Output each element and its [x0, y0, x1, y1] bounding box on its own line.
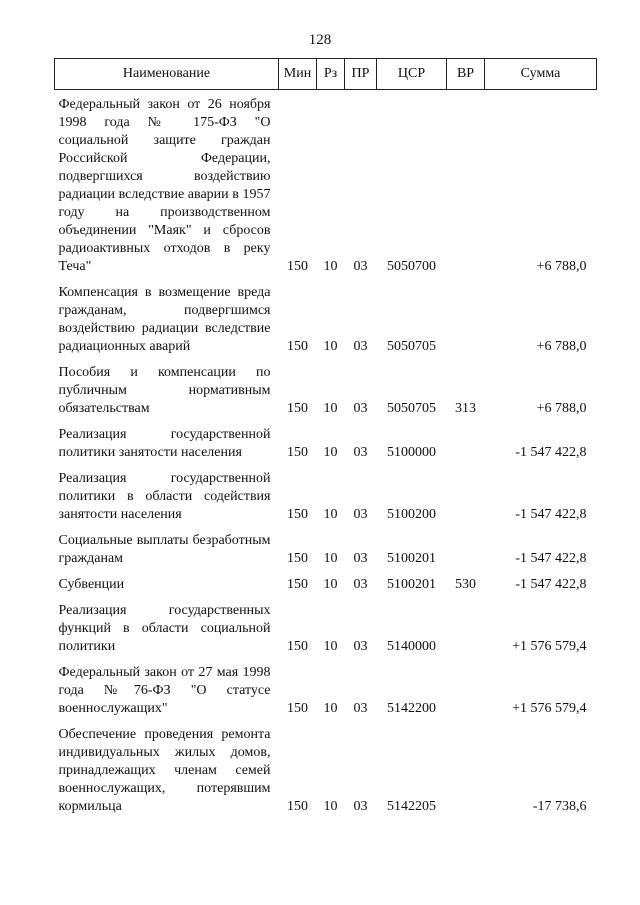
row-min: 150 — [287, 799, 308, 814]
row-vr: 530 — [455, 577, 476, 592]
table-row — [55, 568, 597, 594]
row-sum: +1 576 579,4 — [512, 701, 587, 716]
row-pr: 03 — [353, 639, 368, 654]
budget-table — [54, 58, 597, 816]
row-sum: +1 576 579,4 — [512, 639, 587, 654]
row-rz: 10 — [323, 799, 338, 814]
row-sum: -1 547 422,8 — [515, 507, 587, 522]
row-pr: 03 — [353, 401, 368, 416]
row-min: 150 — [287, 507, 308, 522]
row-csr: 5100000 — [387, 445, 436, 460]
row-rz: 10 — [323, 701, 338, 716]
row-rz: 10 — [323, 551, 338, 566]
row-csr: 5100200 — [387, 507, 436, 522]
row-min: 150 — [287, 339, 308, 354]
header-rz: Рз — [317, 59, 345, 90]
row-csr: 5142205 — [387, 799, 436, 814]
row-pr: 03 — [353, 799, 368, 814]
table-row — [55, 356, 597, 418]
table-row — [55, 594, 597, 656]
header-pr: ПР — [345, 59, 377, 90]
row-min: 150 — [287, 259, 308, 274]
row-pr: 03 — [353, 507, 368, 522]
row-csr: 5050700 — [387, 259, 436, 274]
row-pr: 03 — [353, 339, 368, 354]
row-name: Пособия и компенсации по публичным нормативным обязательствам — [58, 365, 271, 416]
table-row — [55, 462, 597, 524]
row-rz: 10 — [323, 639, 338, 654]
row-vr — [447, 656, 485, 718]
table-row — [55, 418, 597, 462]
row-name: Реализация государственной политики занятости населения — [58, 427, 271, 460]
row-csr: 5100201 — [387, 551, 436, 566]
row-pr: 03 — [353, 701, 368, 716]
row-csr: 5142200 — [387, 701, 436, 716]
header-sum: Сумма — [485, 59, 597, 90]
row-rz: 10 — [323, 401, 338, 416]
table-row — [55, 90, 597, 277]
row-rz: 10 — [323, 259, 338, 274]
row-sum: +6 788,0 — [536, 339, 587, 354]
table-row — [55, 656, 597, 718]
row-name: Социальные выплаты безработным гражданам — [58, 533, 271, 566]
row-min: 150 — [287, 577, 308, 592]
row-sum: -1 547 422,8 — [515, 577, 587, 592]
header-row — [55, 59, 597, 90]
row-csr: 5050705 — [387, 401, 436, 416]
row-vr: 313 — [455, 401, 476, 416]
row-pr: 03 — [353, 259, 368, 274]
row-min: 150 — [287, 639, 308, 654]
row-sum: -1 547 422,8 — [515, 445, 587, 460]
row-name: Компенсация в возмещение вреда гражданам, подвергшимся воздействию радиации вследствие радиационных аварий — [58, 285, 271, 354]
row-pr: 03 — [353, 577, 368, 592]
header-min: Мин — [279, 59, 317, 90]
row-name: Реализация государственных функций в области социальной политики — [58, 603, 271, 654]
row-name: Федеральный закон от 27 мая 1998 года №76-ФЗ "О статусе военнослужащих" — [58, 665, 271, 716]
row-min: 150 — [287, 445, 308, 460]
row-sum: -17 738,6 — [532, 799, 587, 814]
row-rz: 10 — [323, 445, 338, 460]
row-pr: 03 — [353, 445, 368, 460]
table-row — [55, 276, 597, 356]
row-rz: 10 — [323, 507, 338, 522]
table-header — [55, 59, 597, 90]
row-csr: 5100201 — [387, 577, 436, 592]
row-name: Обеспечение проведения ремонта индивидуальных жилых домов, принадлежащих членам семей военнослужащих, потерявшим кормильца — [58, 727, 271, 814]
row-name: Федеральный закон от 26 ноября 1998 года № 175-ФЗ "О социальной защите граждан Российской Федерации, подвергшихся воздействию радиации вследствие аварии в 1957 году на производственном объединении "Маяк" и сбросов радиоактивных отходов в реку Теча" — [58, 97, 271, 274]
row-vr — [447, 418, 485, 462]
row-vr — [447, 718, 485, 816]
row-min: 150 — [287, 401, 308, 416]
row-rz: 10 — [323, 577, 338, 592]
row-name: Субвенции — [58, 577, 125, 592]
page-number: 128 — [308, 32, 332, 48]
header-name: Наименование — [55, 59, 279, 90]
header-vr: ВР — [447, 59, 485, 90]
row-vr — [447, 594, 485, 656]
row-sum: -1 547 422,8 — [515, 551, 587, 566]
row-min: 150 — [287, 551, 308, 566]
row-sum: +6 788,0 — [536, 401, 587, 416]
row-vr — [447, 462, 485, 524]
row-min: 150 — [287, 701, 308, 716]
row-pr: 03 — [353, 551, 368, 566]
row-vr — [447, 90, 485, 277]
table-row — [55, 524, 597, 568]
row-vr — [447, 276, 485, 356]
row-name: Реализация государственной политики в области содействия занятости населения — [58, 471, 271, 522]
table-body — [55, 90, 597, 817]
header-csr: ЦСР — [377, 59, 447, 90]
row-rz: 10 — [323, 339, 338, 354]
row-csr: 5140000 — [387, 639, 436, 654]
row-sum: +6 788,0 — [536, 259, 587, 274]
table-row — [55, 718, 597, 816]
row-csr: 5050705 — [387, 339, 436, 354]
row-vr — [447, 524, 485, 568]
